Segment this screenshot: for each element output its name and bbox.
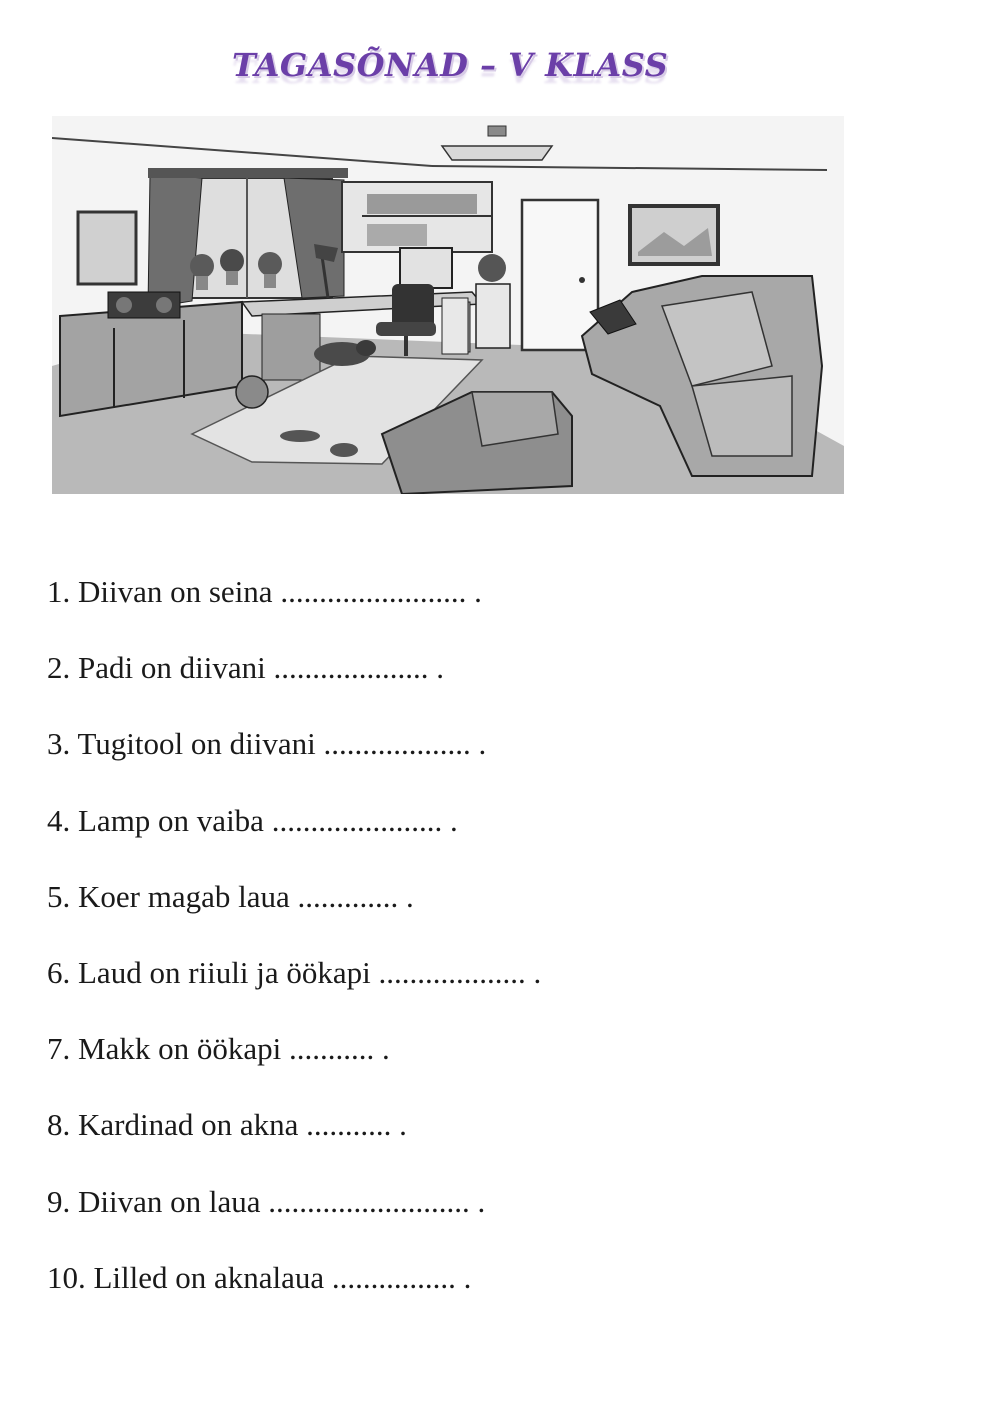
sentence-1: 1. Diivan on seina ........................ .	[47, 574, 482, 609]
sentence-list	[47, 570, 541, 1332]
sentence-4: 4. Lamp on vaiba ...................... .	[47, 802, 458, 838]
sentence-2: 2. Padi on diivani .................... .	[47, 650, 444, 686]
door	[522, 200, 598, 350]
flowers	[190, 249, 282, 290]
sentence-3: 3. Tugitool on diivani ................... .	[47, 726, 487, 762]
ball	[236, 376, 268, 408]
living-room-illustration	[52, 116, 844, 494]
radio	[108, 292, 180, 318]
bookshelf	[342, 182, 492, 252]
sentence-8: 8. Kardinad on akna ........... .	[47, 1107, 407, 1143]
window	[148, 168, 348, 308]
sentence-10: 10. Lilled on aknalaua ................ .	[47, 1259, 472, 1295]
sentence-9: 9. Diivan on laua .......................... .	[47, 1183, 486, 1219]
sentence-5: 5. Koer magab laua ............. .	[47, 878, 414, 914]
nightstand	[476, 254, 510, 348]
wall-picture	[630, 206, 718, 264]
worksheet-title: TAGASÕNAD – V KLASS	[232, 46, 669, 84]
sentence-6: 6. Laud on riiuli ja öökapi ................... .	[47, 954, 542, 990]
sentence-7: 7. Makk on öökapi ........... .	[47, 1031, 390, 1067]
